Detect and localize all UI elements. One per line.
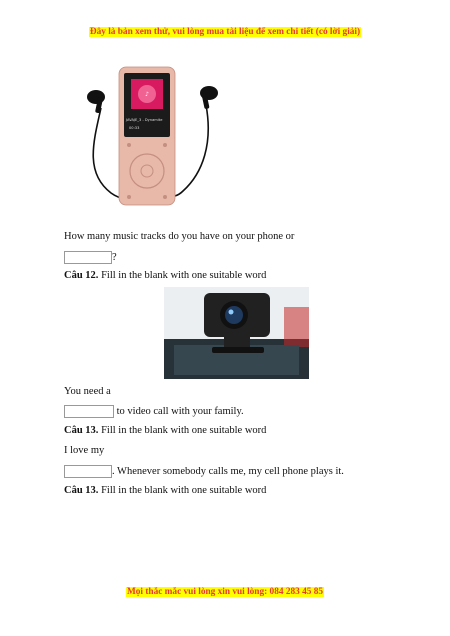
q11-after-blank: ? [112, 251, 117, 263]
q12-heading [64, 270, 266, 281]
q12-line-2 [64, 405, 244, 418]
svg-text:♪: ♪ [145, 91, 149, 98]
q14-label: Câu 13. [64, 485, 99, 496]
footer-notice-text: Mọi thắc mắc vui lòng xin vui lòng: 084 283 45 85 [126, 587, 324, 597]
q11-answer-blank[interactable] [64, 251, 112, 264]
player-screen-track: JAVAJE_3 - Dynamite [126, 118, 163, 122]
q14-heading [64, 485, 266, 496]
q14-instruction: Fill in the blank with one suitable word [101, 485, 267, 496]
header-notice [0, 27, 450, 37]
q11-line-2 [64, 251, 117, 264]
q13-line-2 [64, 465, 344, 478]
q13-label: Câu 13. [64, 425, 99, 436]
q13-line-1: I love my [64, 445, 105, 456]
q12-answer-blank[interactable] [64, 405, 114, 418]
header-notice-text: Đây là bản xem thử, vui lòng mua tài liệu để xem chi tiết (có lời giải) [89, 27, 361, 37]
q11-line-1: How many music tracks do you have on your phone or [64, 231, 295, 242]
q12-after-blank: to video call with your family. [116, 405, 244, 417]
q12-line-1: You need a [64, 386, 111, 397]
q13-heading [64, 425, 266, 436]
player-screen-time: 00:33 [129, 126, 140, 130]
mp3-player-image [63, 53, 218, 221]
q13-after-blank: . Whenever somebody calls me, my cell phone plays it. [112, 465, 344, 477]
q13-instruction: Fill in the blank with one suitable word [101, 425, 267, 436]
webcam-image [164, 287, 309, 379]
footer-notice [0, 587, 450, 597]
q12-instruction: Fill in the blank with one suitable word [101, 270, 267, 281]
q13-answer-blank[interactable] [64, 465, 112, 478]
q12-label: Câu 12. [64, 270, 99, 281]
